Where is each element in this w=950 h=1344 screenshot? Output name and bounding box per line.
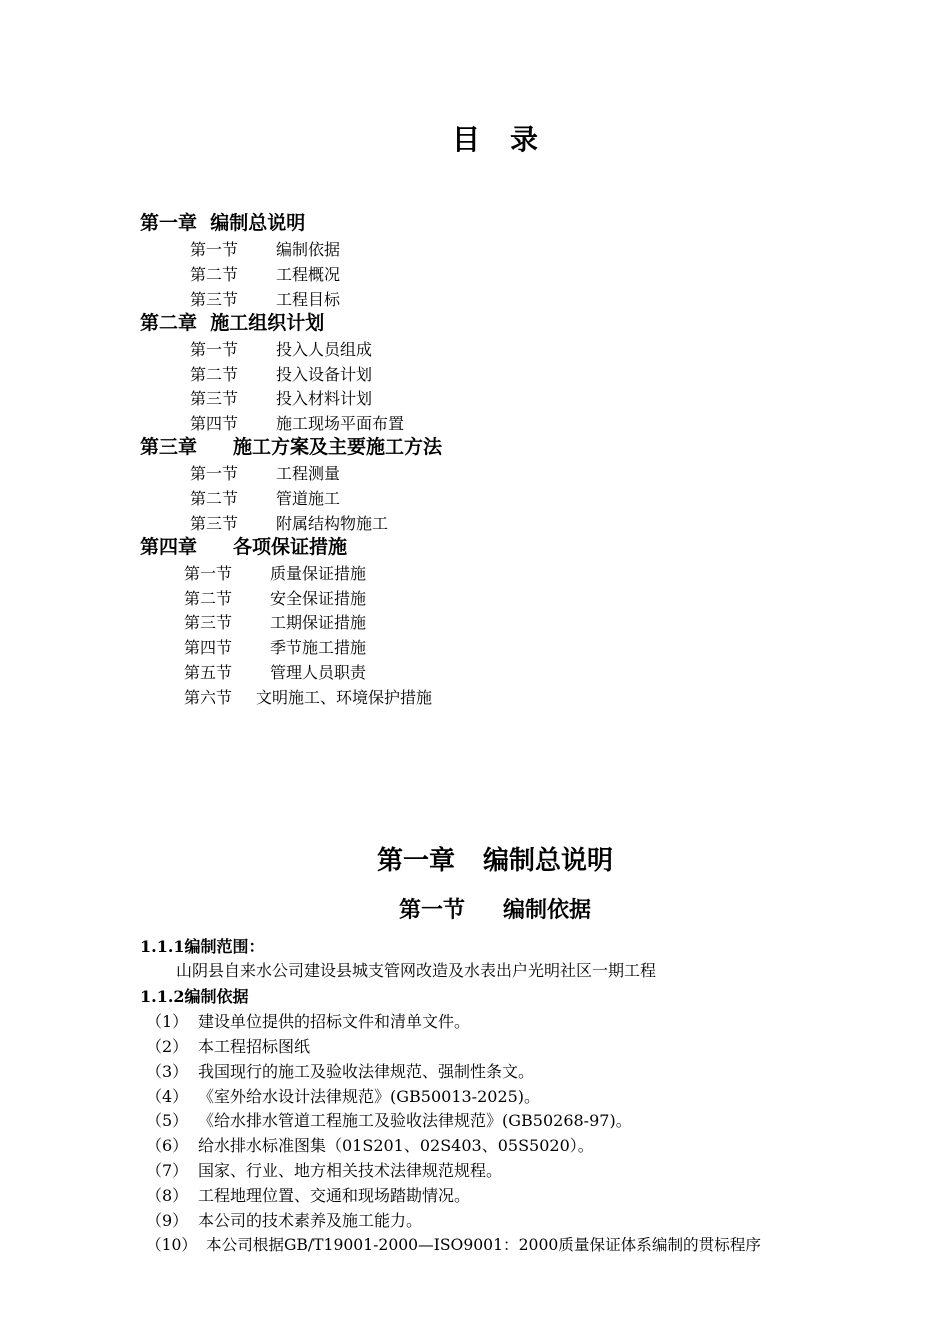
- toc-section-4-3[interactable]: [184, 610, 366, 635]
- toc-section-label: 第三节: [184, 613, 233, 632]
- toc-chapter-title: 施工组织计划: [210, 312, 325, 334]
- toc-section-1-3[interactable]: [190, 287, 340, 312]
- toc-section-4-6[interactable]: [184, 685, 432, 710]
- basis-item-text: 《给水排水管道工程施工及验收法律规范》(GB50268-97)。: [198, 1111, 632, 1130]
- toc-chapter-title: 编制总说明: [210, 212, 306, 234]
- basis-item-4: [146, 1084, 540, 1109]
- basis-item-num: （1）: [146, 1012, 189, 1031]
- toc-chapter-label: 第二章: [140, 312, 198, 334]
- toc-section-label: 第六节: [184, 688, 233, 707]
- toc-section-title: 投入设备计划: [276, 365, 373, 384]
- basis-item-num: （4）: [146, 1087, 189, 1106]
- toc-section-label: 第二节: [190, 265, 239, 284]
- toc-chapter-title: 施工方案及主要施工方法: [233, 436, 443, 458]
- toc-chapter-label: 第四章: [140, 536, 198, 558]
- basis-item-8: [146, 1183, 470, 1208]
- toc-section-1-2[interactable]: [190, 262, 340, 287]
- basis-item-num: （3）: [146, 1062, 189, 1081]
- toc-section-label: 第三节: [190, 290, 239, 309]
- basis-item-10: [146, 1233, 761, 1258]
- toc-chapter-1[interactable]: [140, 211, 305, 236]
- toc-section-title: 投入材料计划: [276, 389, 373, 408]
- basis-item-num: （9）: [146, 1211, 189, 1230]
- basis-item-text: 《室外给水设计法律规范》(GB50013-2025)。: [198, 1087, 541, 1106]
- basis-item-text: 建设单位提供的招标文件和清单文件。: [198, 1012, 471, 1031]
- toc-section-4-5[interactable]: [184, 660, 366, 685]
- basis-item-text: 本工程招标图纸: [198, 1037, 311, 1056]
- toc-section-title: 施工现场平面布置: [276, 414, 405, 433]
- toc-section-title: 工期保证措施: [270, 613, 367, 632]
- basis-item-5: [146, 1108, 632, 1133]
- toc-section-3-3[interactable]: [190, 511, 388, 536]
- toc-section-label: 第一节: [184, 564, 233, 583]
- toc-section-label: 第四节: [190, 414, 239, 433]
- chapter-title: 编制总说明: [483, 846, 614, 876]
- scope-text: 山阴县自来水公司建设县城支管网改造及水表出户光明社区一期工程: [176, 961, 657, 980]
- basis-item-2: [146, 1034, 310, 1059]
- section-title: 编制依据: [503, 897, 592, 923]
- toc-section-title: 附属结构物施工: [276, 514, 389, 533]
- toc-section-title: 工程目标: [276, 290, 341, 309]
- toc-title-char-2: 录: [510, 123, 539, 156]
- toc-chapter-4[interactable]: [140, 535, 347, 560]
- basis-item-text: 给水排水标准图集（01S201、02S403、05S5020）。: [198, 1136, 594, 1155]
- toc-section-3-2[interactable]: [190, 486, 340, 511]
- basis-item-text: 本公司的技术素养及施工能力。: [198, 1211, 423, 1230]
- toc-section-title: 投入人员组成: [276, 340, 373, 359]
- basis-item-6: [146, 1133, 594, 1158]
- toc-section-title: 管道施工: [276, 489, 341, 508]
- toc-section-label: 第一节: [190, 240, 239, 259]
- toc-section-label: 第五节: [184, 663, 233, 682]
- toc-section-title: 工程概况: [276, 265, 341, 284]
- toc-section-2-2[interactable]: [190, 362, 372, 387]
- toc-chapter-title: 各项保证措施: [233, 536, 348, 558]
- toc-section-label: 第二节: [190, 489, 239, 508]
- toc-chapter-label: 第三章: [140, 436, 198, 458]
- section-heading: [0, 893, 950, 924]
- basis-item-num: （8）: [146, 1186, 189, 1205]
- toc-section-1-1[interactable]: [190, 237, 340, 262]
- toc-title: [0, 118, 950, 158]
- toc-section-label: 第四节: [184, 638, 233, 657]
- toc-section-label: 第三节: [190, 514, 239, 533]
- toc-section-label: 第一节: [190, 464, 239, 483]
- chapter-heading: [0, 840, 950, 877]
- basis-item-text: 我国现行的施工及验收法律规范、强制性条文。: [198, 1062, 535, 1081]
- basis-item-3: [146, 1059, 534, 1084]
- basis-item-num: （10）: [146, 1236, 198, 1254]
- basis-item-num: （5）: [146, 1111, 189, 1130]
- toc-chapter-label: 第一章: [140, 212, 198, 234]
- toc-section-2-1[interactable]: [190, 337, 372, 362]
- toc-section-title: 文明施工、环境保护措施: [256, 688, 433, 707]
- toc-section-title: 质量保证措施: [270, 564, 367, 583]
- toc-section-title: 管理人员职责: [270, 663, 367, 682]
- basis-item-num: （6）: [146, 1136, 189, 1155]
- toc-section-label: 第二节: [190, 365, 239, 384]
- toc-section-label: 第二节: [184, 589, 233, 608]
- basis-item-7: [146, 1158, 502, 1183]
- toc-section-2-4[interactable]: [190, 411, 404, 436]
- basis-item-num: （2）: [146, 1037, 189, 1056]
- toc-chapter-3[interactable]: [140, 435, 442, 460]
- toc-section-title: 季节施工措施: [270, 638, 367, 657]
- basis-item-text: 本公司根据GB/T19001-2000—ISO9001：2000质量保证体系编制的贯标程序: [206, 1236, 762, 1254]
- toc-section-label: 第一节: [190, 340, 239, 359]
- toc-title-char-1: 目: [451, 123, 480, 156]
- toc-section-label: 第三节: [190, 389, 239, 408]
- toc-section-4-1[interactable]: [184, 561, 366, 586]
- toc-section-title: 安全保证措施: [270, 589, 367, 608]
- basis-item-num: （7）: [146, 1161, 189, 1180]
- basis-item-text: 工程地理位置、交通和现场踏勘情况。: [198, 1186, 471, 1205]
- toc-chapter-2[interactable]: [140, 311, 324, 336]
- basis-item-text: 国家、行业、地方相关技术法律规范规程。: [198, 1161, 503, 1180]
- toc-section-4-4[interactable]: [184, 635, 366, 660]
- toc-section-2-3[interactable]: [190, 386, 372, 411]
- basis-item-1: [146, 1009, 470, 1034]
- toc-section-title: 编制依据: [276, 240, 341, 259]
- chapter-label: 第一章: [376, 846, 455, 876]
- toc-section-3-1[interactable]: [190, 461, 340, 486]
- basis-heading: 1.1.2编制依据: [140, 987, 249, 1006]
- section-label: 第一节: [398, 897, 465, 923]
- toc-section-4-2[interactable]: [184, 586, 366, 611]
- basis-item-9: [146, 1208, 422, 1233]
- scope-heading: 1.1.1编制范围：: [140, 937, 265, 956]
- toc-section-title: 工程测量: [276, 464, 341, 483]
